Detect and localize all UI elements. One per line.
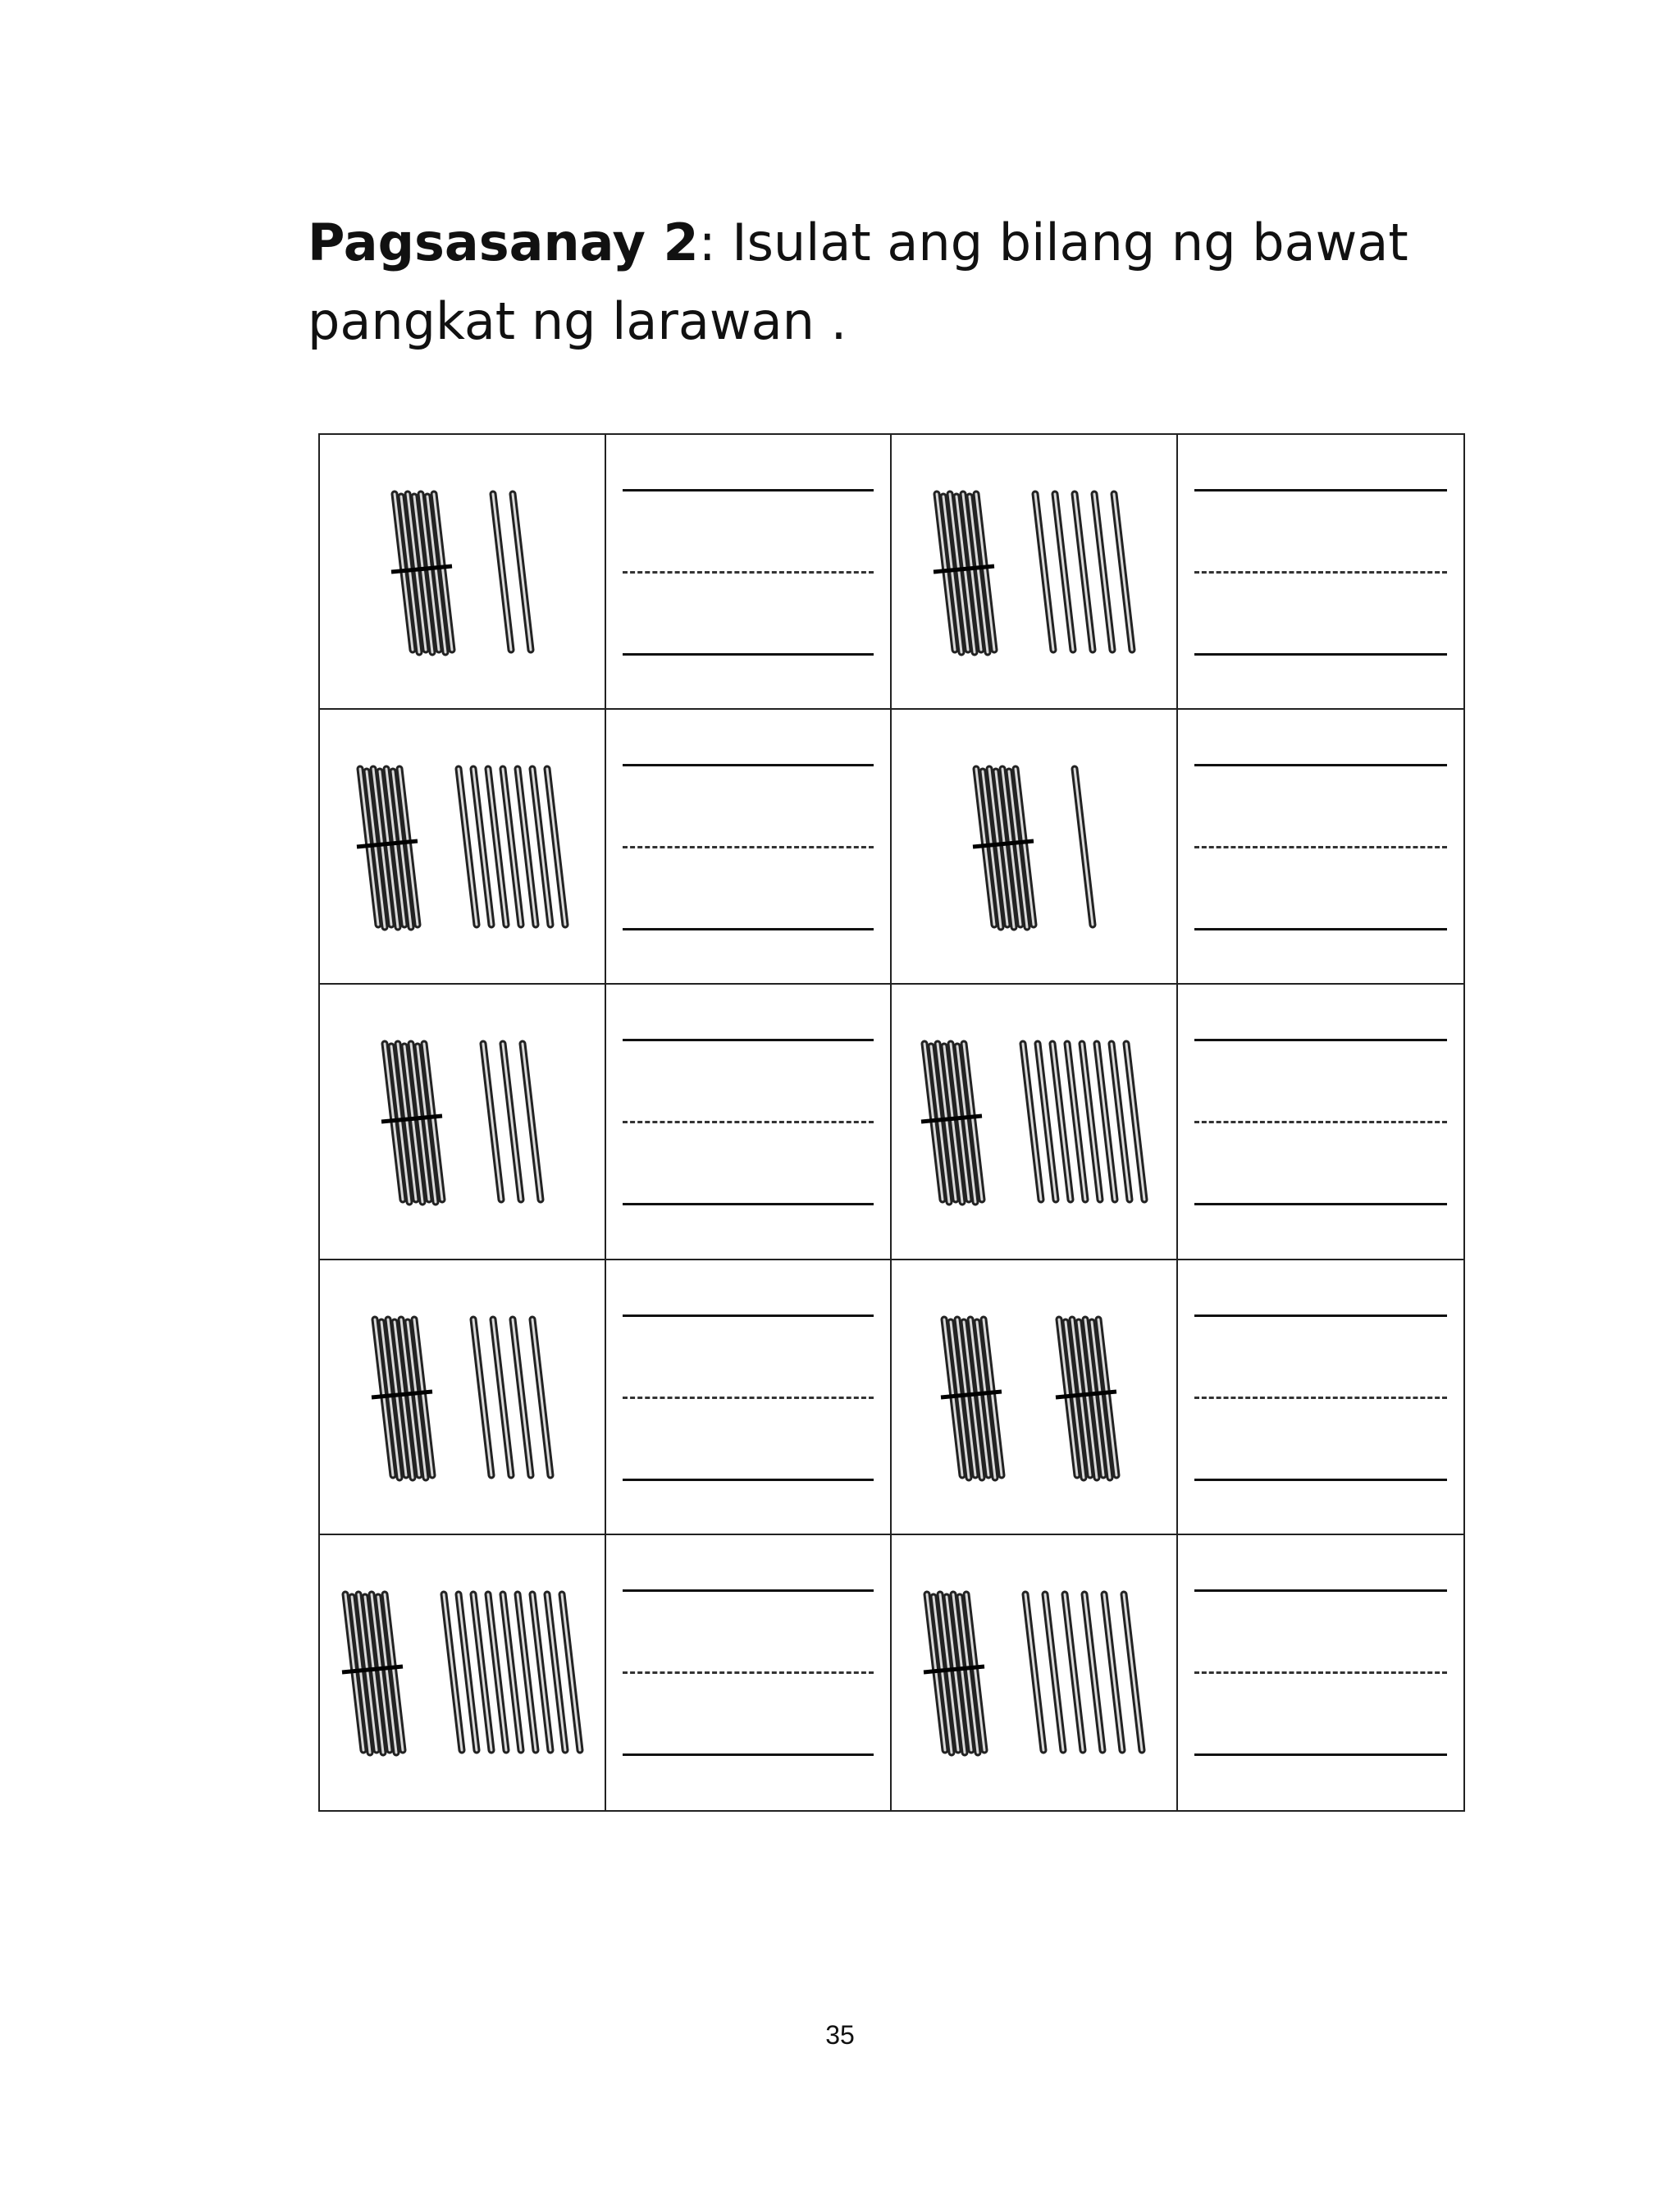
writing-line	[623, 1039, 874, 1041]
bundles-and-sticks-picture	[892, 435, 1177, 710]
writing-midline	[1194, 846, 1448, 848]
single-stick	[1035, 494, 1053, 650]
writing-midline	[623, 1397, 874, 1399]
writing-midline	[623, 1671, 874, 1674]
bundles-and-sticks-picture	[320, 1260, 605, 1535]
picture-cell	[892, 1260, 1178, 1535]
picture-cell	[892, 985, 1178, 1260]
ten-stick-bundle	[381, 1044, 442, 1202]
writing-line	[623, 653, 874, 656]
picture-cell	[892, 710, 1178, 985]
ten-stick-bundle	[941, 1319, 1002, 1478]
bundles-and-sticks-picture	[892, 985, 1177, 1260]
ten-stick-bundle	[1056, 1319, 1116, 1478]
writing-midline	[623, 1121, 874, 1123]
writing-line	[623, 1589, 874, 1592]
single-stick	[1045, 1594, 1063, 1750]
writing-line	[623, 1203, 874, 1205]
bundles-and-sticks-picture	[320, 435, 605, 710]
picture-cell	[892, 435, 1178, 710]
writing-line	[1194, 1314, 1448, 1317]
single-stick	[1055, 494, 1073, 650]
single-stick	[483, 1044, 501, 1200]
single-stick	[493, 494, 511, 650]
single-stick	[1075, 769, 1093, 925]
bundles-and-sticks-picture	[320, 710, 605, 985]
writing-line	[1194, 764, 1448, 766]
single-stick	[532, 1319, 550, 1475]
answer-cell[interactable]	[606, 985, 892, 1260]
writing-line	[1194, 653, 1448, 656]
picture-cell	[320, 1260, 606, 1535]
ten-stick-bundle	[921, 1044, 982, 1202]
exercise-table	[318, 433, 1465, 1812]
answer-cell[interactable]	[1178, 710, 1464, 985]
picture-cell	[320, 985, 606, 1260]
answer-cell[interactable]	[606, 1535, 892, 1810]
ten-stick-bundle	[372, 1319, 432, 1478]
single-stick	[503, 1044, 521, 1200]
writing-line	[1194, 1753, 1448, 1756]
bundles-and-sticks-picture	[320, 1535, 605, 1810]
answer-cell[interactable]	[1178, 435, 1464, 710]
single-stick	[523, 1044, 541, 1200]
single-stick	[1025, 1594, 1043, 1750]
bundles-and-sticks-picture	[320, 985, 605, 1260]
writing-line	[1194, 1039, 1448, 1041]
single-stick	[1094, 494, 1112, 650]
ten-stick-bundle	[357, 769, 418, 927]
single-stick	[1124, 1594, 1142, 1750]
writing-midline	[623, 571, 874, 574]
writing-line	[623, 489, 874, 491]
answer-cell[interactable]	[1178, 1260, 1464, 1535]
writing-line	[1194, 928, 1448, 930]
single-stick	[473, 1319, 491, 1475]
single-stick	[1084, 1594, 1102, 1750]
writing-line	[1194, 489, 1448, 491]
writing-line	[623, 764, 874, 766]
exercise-instruction: : Isulat ang bilang ng bawat pangkat ng larawan .	[308, 213, 1408, 351]
picture-cell	[320, 435, 606, 710]
answer-cell[interactable]	[1178, 985, 1464, 1260]
picture-cell	[320, 1535, 606, 1810]
writing-midline	[1194, 1671, 1448, 1674]
single-stick	[493, 1319, 511, 1475]
single-stick	[1065, 1594, 1083, 1750]
writing-line	[1194, 1589, 1448, 1592]
picture-cell	[892, 1535, 1178, 1810]
single-stick	[1104, 1594, 1122, 1750]
single-stick	[513, 1319, 531, 1475]
bundles-and-sticks-picture	[892, 1535, 1177, 1810]
writing-line	[623, 1314, 874, 1317]
ten-stick-bundle	[342, 1594, 403, 1753]
single-stick	[1075, 494, 1093, 650]
writing-line	[623, 928, 874, 930]
writing-midline	[1194, 1121, 1448, 1123]
writing-midline	[623, 846, 874, 848]
ten-stick-bundle	[924, 1594, 984, 1753]
writing-midline	[1194, 571, 1448, 574]
answer-cell[interactable]	[606, 1260, 892, 1535]
single-stick	[1114, 494, 1132, 650]
answer-cell[interactable]	[1178, 1535, 1464, 1810]
single-stick	[513, 494, 531, 650]
writing-line	[623, 1479, 874, 1481]
picture-cell	[320, 710, 606, 985]
ten-stick-bundle	[934, 494, 994, 652]
ten-stick-bundle	[973, 769, 1034, 927]
exercise-label: Pagsasanay 2	[308, 213, 699, 272]
bundles-and-sticks-picture	[892, 1260, 1177, 1535]
exercise-title	[308, 203, 1538, 361]
page-number: 35	[825, 2020, 855, 2050]
answer-cell[interactable]	[606, 710, 892, 985]
bundles-and-sticks-picture	[892, 710, 1177, 985]
writing-line	[623, 1753, 874, 1756]
answer-cell[interactable]	[606, 435, 892, 710]
writing-midline	[1194, 1397, 1448, 1399]
writing-line	[1194, 1479, 1448, 1481]
writing-line	[1194, 1203, 1448, 1205]
ten-stick-bundle	[391, 494, 452, 652]
